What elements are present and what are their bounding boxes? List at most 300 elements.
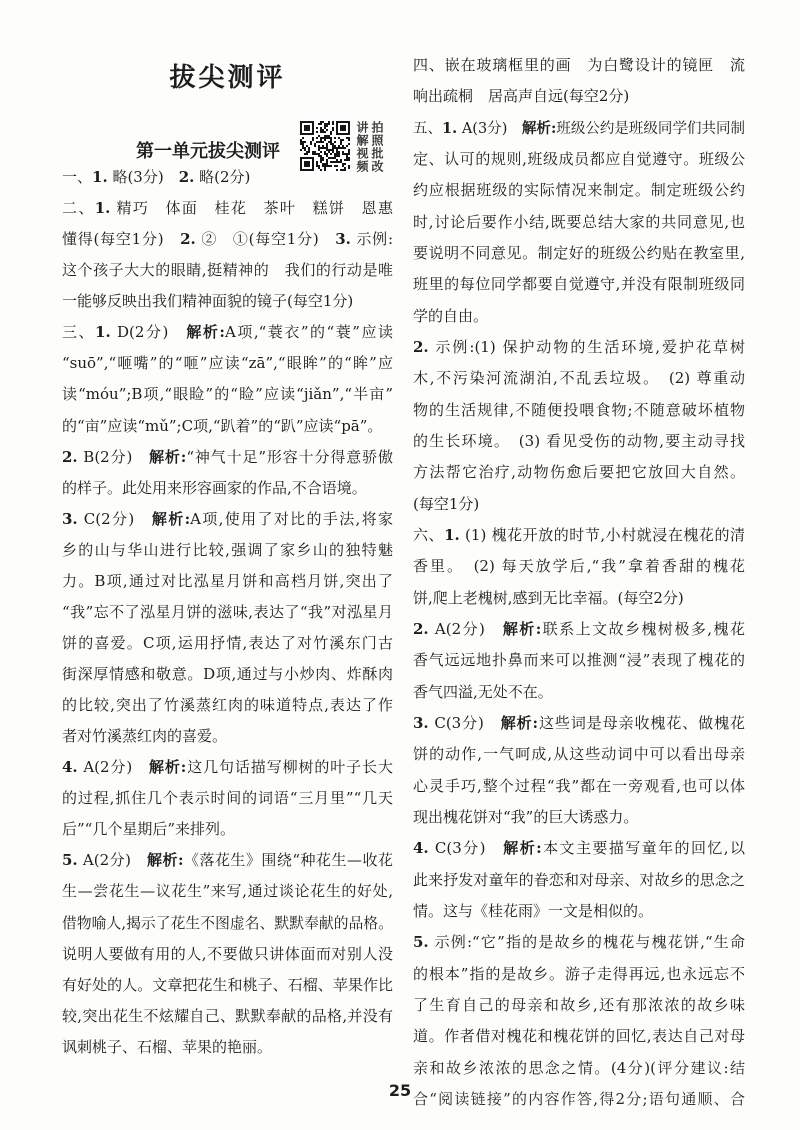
answer-line <box>62 845 393 876</box>
line-text: 街深厚情感和敬意。D项,通过与小炒肉、炸酥肉 <box>62 665 393 683</box>
line-text: “suō”,“咂嘴”的“咂”应读“zā”,“眼眸”的“眸”应 <box>62 354 393 373</box>
qr-module <box>322 145 324 147</box>
line-text: “我”忘不了泓星月饼的滋味,表达了“我”对泓星月 <box>62 602 393 621</box>
qr-module <box>318 155 320 157</box>
qr-module <box>314 151 316 153</box>
line-text: 示例: <box>350 230 394 249</box>
analysis-label: 解析: <box>503 839 542 858</box>
line-text: 较,突出花生不炫耀自己、默默奉献的品格,并没有 <box>62 1006 393 1025</box>
qr-module <box>306 151 308 153</box>
line-text: C(3分) <box>428 839 504 858</box>
answer-line <box>413 1053 745 1084</box>
qr-module <box>342 139 344 141</box>
qr-module <box>304 147 306 149</box>
qr-module <box>308 125 310 127</box>
item-number: 2. <box>413 337 429 356</box>
qr-module <box>338 147 340 149</box>
qr-module <box>312 123 314 125</box>
line-text: 班里的每位同学都要自觉遵守,并没有限制班级同 <box>413 275 745 294</box>
qr-module <box>338 145 340 147</box>
answer-line <box>413 833 745 864</box>
qr-module <box>300 149 302 151</box>
qr-module <box>334 157 336 159</box>
qr-module <box>340 133 342 135</box>
qr-module <box>300 143 302 145</box>
answer-line <box>62 193 393 224</box>
qr-module <box>320 121 322 123</box>
line-text: 读“móu”;B项,“眼睑”的“睑”应读“jiǎn”,“半亩” <box>62 385 393 404</box>
line-text: A项,使用了对比的手法,将家 <box>190 509 393 528</box>
qr-module <box>304 133 306 135</box>
qr-module <box>338 153 340 155</box>
qr-module <box>322 137 324 139</box>
line-text: 学的自由。 <box>413 306 489 325</box>
line-text: 四、嵌在玻璃框里的画 为白鹭设计的镜匣 流 <box>413 56 745 74</box>
answer-line <box>62 442 393 473</box>
qr-caption-video: 讲解视频 <box>355 121 369 173</box>
qr-module <box>344 121 346 123</box>
qr-module <box>326 143 328 145</box>
qr-module <box>336 129 338 131</box>
item-number: 3. <box>335 230 351 249</box>
qr-module <box>318 149 320 151</box>
qr-module <box>330 137 332 139</box>
answer-line <box>413 959 745 990</box>
qr-module <box>346 137 348 139</box>
qr-module <box>326 147 328 149</box>
answer-line <box>62 379 393 410</box>
qr-module <box>318 147 320 149</box>
qr-module <box>326 149 328 151</box>
qr-module <box>306 121 308 123</box>
qr-module <box>328 141 330 143</box>
answer-line <box>62 752 393 783</box>
qr-module <box>348 151 350 153</box>
qr-module <box>300 123 302 125</box>
qr-module <box>308 149 310 151</box>
qr-module <box>320 131 322 133</box>
qr-module <box>324 151 326 153</box>
qr-module <box>324 137 326 139</box>
line-text: 示例:“它”指的是故乡的槐花与槐花饼,“生命 <box>428 933 745 952</box>
answer-line <box>413 489 745 520</box>
answer-line <box>413 802 745 833</box>
qr-module <box>312 137 314 139</box>
qr-module <box>328 123 330 125</box>
qr-module <box>340 127 342 129</box>
qr-module <box>332 145 334 147</box>
qr-module <box>302 137 304 139</box>
line-text: 现出槐花饼对“我”的巨大诱惑力。 <box>413 807 639 826</box>
page-number: 25 <box>388 1081 412 1100</box>
answer-item <box>413 614 745 708</box>
qr-module <box>312 151 314 153</box>
answer-line <box>413 363 745 394</box>
qr-module <box>300 125 302 127</box>
qr-module <box>348 131 350 133</box>
qr-module <box>332 127 334 129</box>
qr-module <box>306 127 308 129</box>
qr-module <box>330 153 332 155</box>
qr-module <box>340 125 342 127</box>
qr-module <box>304 129 306 131</box>
answer-line <box>62 1001 393 1032</box>
line-text: 的“亩”应读“mǔ”;C项,“趴着”的“趴”应读“pā”。 <box>62 416 383 435</box>
item-number: 5. <box>62 851 78 870</box>
line-text: 的生长环境。 (3) 看见受伤的动物,要主动寻找 <box>413 431 745 450</box>
qr-module <box>340 139 342 141</box>
answer-line <box>62 721 393 752</box>
line-text: 六、 <box>413 525 445 544</box>
answer-item <box>62 504 393 753</box>
line-text: 生—尝花生—议花生”来写,通过谈论花生的好处, <box>62 882 393 901</box>
analysis-label: 解析: <box>502 619 542 638</box>
answer-item <box>413 833 745 927</box>
qr-module <box>342 145 344 147</box>
qr-module <box>304 141 306 143</box>
item-number: 4. <box>62 758 78 777</box>
qr-module <box>308 147 310 149</box>
line-text: A(2分) <box>428 619 503 638</box>
line-text: 本文主要描写童年的回忆,以 <box>541 839 745 858</box>
qr-module <box>348 125 350 127</box>
qr-module <box>330 139 332 141</box>
answer-line <box>413 207 745 238</box>
line-text: C(2分) <box>77 509 152 528</box>
line-text: 此来抒发对童年的眷恋和对母亲、对故乡的思念之 <box>413 870 745 889</box>
answer-item <box>62 845 393 1062</box>
qr-module <box>340 141 342 143</box>
qr-module <box>324 123 326 125</box>
analysis-label: 解析: <box>521 119 557 137</box>
qr-module <box>306 129 308 131</box>
qr-module <box>346 153 348 155</box>
qr-module <box>342 127 344 129</box>
qr-module <box>340 129 342 131</box>
qr-module <box>318 123 320 125</box>
answer-line <box>413 457 745 488</box>
line-text: 时,讨论后要作小结,既要总结大家的共同意见,也 <box>413 212 745 231</box>
analysis-label: 解析: <box>149 758 187 777</box>
line-text: 乡的山与华山进行比较,强调了家乡山的独特魅 <box>62 540 393 559</box>
qr-module <box>308 129 310 131</box>
qr-module <box>316 153 318 155</box>
qr-module <box>300 129 302 131</box>
qr-module <box>328 135 330 137</box>
line-text: 道。作者借对槐花和槐花饼的回忆,表达自己对母 <box>413 1027 745 1046</box>
qr-module <box>306 125 308 127</box>
qr-module <box>320 139 322 141</box>
qr-module <box>312 131 314 133</box>
qr-module <box>346 159 348 161</box>
qr-module <box>326 153 328 155</box>
qr-module <box>314 145 316 147</box>
qr-module <box>342 129 344 131</box>
qr-module <box>322 159 324 161</box>
qr-module <box>318 135 320 137</box>
qr-module <box>342 147 344 149</box>
line-text: A(2分) <box>77 851 147 870</box>
answer-line <box>62 690 393 721</box>
qr-module <box>348 159 350 161</box>
qr-module <box>320 129 322 131</box>
line-text: 约应根据班级的实际情况来制定。制定班级公约 <box>413 181 745 200</box>
qr-module <box>322 147 324 149</box>
line-text: 者对竹溪蒸红肉的喜爱。 <box>62 727 228 746</box>
line-text: 饼,爬上老槐树,感到无比幸福。(每空2分) <box>413 588 684 607</box>
qr-module <box>348 149 350 151</box>
qr-module <box>336 133 338 135</box>
answer-item <box>413 332 745 520</box>
qr-module <box>320 127 322 129</box>
line-text: 三、 <box>62 323 96 342</box>
left-column <box>62 162 393 1063</box>
item-number: 2. <box>413 619 429 638</box>
answer-line <box>62 783 393 814</box>
qr-module <box>340 121 342 123</box>
item-number: 1. <box>95 323 111 342</box>
line-text: (1) 槐花开放的时节,小村就浸在槐花的清 <box>459 525 745 544</box>
qr-module <box>336 155 338 157</box>
qr-module <box>324 153 326 155</box>
line-text: 饼的动作,一气呵成,从这些动词中可以看出母亲 <box>413 745 745 764</box>
qr-module <box>346 157 348 159</box>
qr-module <box>330 143 332 145</box>
line-text: C(3分) <box>428 713 501 732</box>
scoring-note: 合“阅读链接”的内容作答,得2分;语句通顺、合 <box>413 1089 745 1108</box>
line-text: 情。这与《桂花雨》一文是相似的。 <box>413 901 654 920</box>
qr-module <box>330 141 332 143</box>
qr-module <box>306 157 308 159</box>
qr-module <box>332 121 334 123</box>
qr-module <box>322 157 324 159</box>
answer-line <box>413 520 745 551</box>
line-text: 饼的喜爱。C项,运用抒情,表达了对竹溪东门古 <box>62 633 393 652</box>
answer-line <box>413 865 745 896</box>
qr-module <box>330 131 332 133</box>
qr-module <box>326 125 328 127</box>
item-number: 2. <box>178 168 195 186</box>
qr-module <box>312 127 314 129</box>
answer-line <box>413 50 745 81</box>
answer-line <box>413 551 745 582</box>
qr-module <box>304 153 306 155</box>
qr-module <box>300 139 302 141</box>
line-text: 讽刺桃子、石榴、苹果的艳丽。 <box>62 1037 273 1056</box>
qr-module <box>320 155 322 157</box>
qr-module <box>348 143 350 145</box>
answer-item <box>62 193 393 317</box>
line-text: A(3分) <box>457 120 522 137</box>
qr-module <box>318 145 320 147</box>
qr-module <box>302 141 304 143</box>
qr-module <box>326 159 328 161</box>
line-text: 香里。 (2) 每天放学后,“我”拿着香甜的槐花 <box>413 557 745 576</box>
answer-line <box>62 348 393 379</box>
answer-line <box>62 317 393 348</box>
qr-module <box>322 141 324 143</box>
answer-line <box>413 896 745 927</box>
qr-module <box>310 157 312 159</box>
qr-module <box>320 159 322 161</box>
qr-module <box>342 125 344 127</box>
qr-module <box>348 133 350 135</box>
item-number: 3. <box>62 509 78 528</box>
qr-module <box>338 121 340 123</box>
line-text: 这几句话描写柳树的叶子长大 <box>186 758 393 777</box>
qr-module <box>334 145 336 147</box>
qr-module <box>312 121 314 123</box>
answer-line <box>413 677 745 708</box>
qr-module <box>318 153 320 155</box>
item-number: 1. <box>444 525 460 544</box>
qr-module <box>332 147 334 149</box>
qr-module <box>304 127 306 129</box>
qr-module <box>336 147 338 149</box>
qr-module <box>322 129 324 131</box>
answer-line <box>413 175 745 206</box>
answer-item <box>413 927 745 1115</box>
qr-module <box>320 147 322 149</box>
line-text: 一、 <box>62 168 93 186</box>
qr-module <box>324 135 326 137</box>
line-text: 精巧 体面 桂花 茶叶 糕饼 恩惠 <box>110 199 393 218</box>
qr-module <box>334 155 336 157</box>
qr-module <box>316 127 318 129</box>
answer-item <box>62 442 393 504</box>
qr-module <box>346 133 348 135</box>
item-number: 3. <box>413 713 429 732</box>
qr-module <box>336 121 338 123</box>
page-title: 拔尖测评 <box>169 63 286 93</box>
qr-module <box>320 141 322 143</box>
answer-line <box>413 238 745 269</box>
line-text: 借物喻人,揭示了花生不图虚名、默默奉献的品格。 <box>62 914 393 932</box>
line-text: 一能够反映出我们精神面貌的镜子(每空1分) <box>62 292 354 311</box>
line-text: 这些词是母亲收槐花、做槐花 <box>538 713 745 732</box>
qr-module <box>338 151 340 153</box>
qr-module <box>310 121 312 123</box>
qr-module <box>330 133 332 135</box>
line-text: 了生育自己的母亲和故乡,还有那浓浓的故乡味 <box>413 995 745 1014</box>
answer-line <box>62 162 393 193</box>
line-text: 要说明不同意见。制定好的班级公约贴在教室里, <box>413 243 745 262</box>
qr-module <box>326 137 328 139</box>
qr-module <box>334 147 336 149</box>
answer-line <box>413 614 745 645</box>
qr-module <box>322 131 324 133</box>
item-number: 2. <box>180 230 196 249</box>
line-text: 《落花生》围绕“种花生—收花 <box>183 851 393 870</box>
qr-module <box>302 157 304 159</box>
line-text: 示例:(1) 保护动物的生活环境,爱护花草树 <box>428 337 745 356</box>
analysis-label: 解析: <box>151 509 191 528</box>
answer-item <box>62 752 393 845</box>
line-text: 心灵手巧,整个过程“我”都在一旁观看,也可以体 <box>413 776 745 795</box>
qr-module <box>332 151 334 153</box>
line-text: B(2分) <box>77 447 150 466</box>
answer-line <box>413 645 745 676</box>
qr-module <box>346 121 348 123</box>
qr-module <box>332 129 334 131</box>
qr-module <box>328 151 330 153</box>
answer-line <box>413 990 745 1021</box>
line-text: 物的生活规律,不随便投喂食物;不随意破坏植物 <box>413 400 745 419</box>
answer-line <box>62 628 393 659</box>
qr-module <box>300 121 302 123</box>
qr-module <box>312 157 314 159</box>
qr-module <box>302 145 304 147</box>
qr-module <box>304 149 306 151</box>
qr-module <box>308 157 310 159</box>
answer-line <box>413 583 745 614</box>
answer-item <box>413 708 745 833</box>
qr-module <box>336 125 338 127</box>
qr-module <box>348 123 350 125</box>
qr-module <box>330 149 332 151</box>
qr-module <box>344 147 346 149</box>
answer-line <box>413 301 745 332</box>
qr-module <box>312 129 314 131</box>
qr-module <box>308 121 310 123</box>
qr-module <box>322 121 324 123</box>
qr-module <box>310 143 312 145</box>
qr-module <box>304 125 306 127</box>
line-text: 的过程,抓住几个表示时间的词语“三月里”“几天 <box>62 789 393 808</box>
qr-module <box>330 157 332 159</box>
answer-line <box>62 224 393 255</box>
qr-module <box>308 133 310 135</box>
qr-module <box>348 129 350 131</box>
answer-line <box>62 473 393 504</box>
answer-line <box>413 1084 745 1115</box>
answer-line <box>413 81 745 112</box>
qr-module <box>326 155 328 157</box>
qr-module <box>340 147 342 149</box>
qr-module <box>318 141 320 143</box>
qr-module <box>300 157 302 159</box>
qr-module <box>332 143 334 145</box>
qr-module <box>342 153 344 155</box>
qr-module <box>338 137 340 139</box>
line-text: 略(2分) <box>194 168 251 186</box>
qr-module <box>348 153 350 155</box>
line-text: 五、 <box>413 120 443 137</box>
qr-module <box>320 137 322 139</box>
line-text: D(2分) <box>110 323 187 342</box>
qr-module <box>300 131 302 133</box>
answer-item <box>62 162 393 193</box>
line-text: 这个孩子大大的眼睛,挺精神的 我们的行动是唯 <box>62 261 393 280</box>
qr-module <box>316 131 318 133</box>
answer-line <box>413 927 745 958</box>
qr-module <box>328 121 330 123</box>
qr-module <box>342 121 344 123</box>
qr-module <box>306 145 308 147</box>
qr-module <box>312 139 314 141</box>
scoring-note: (评分建议:结 <box>650 1058 745 1077</box>
line-text: (每空1分) <box>413 494 480 513</box>
qr-module <box>344 129 346 131</box>
line-text: 班级公约是班级同学们共同制 <box>556 120 746 137</box>
qr-module <box>344 125 346 127</box>
line-text: 木,不污染河流湖泊,不乱丢垃圾。 (2) 尊重动 <box>413 369 745 388</box>
qr-module <box>306 133 308 135</box>
qr-module <box>324 131 326 133</box>
answer-item <box>413 113 745 332</box>
qr-module <box>312 133 314 135</box>
qr-module <box>312 153 314 155</box>
